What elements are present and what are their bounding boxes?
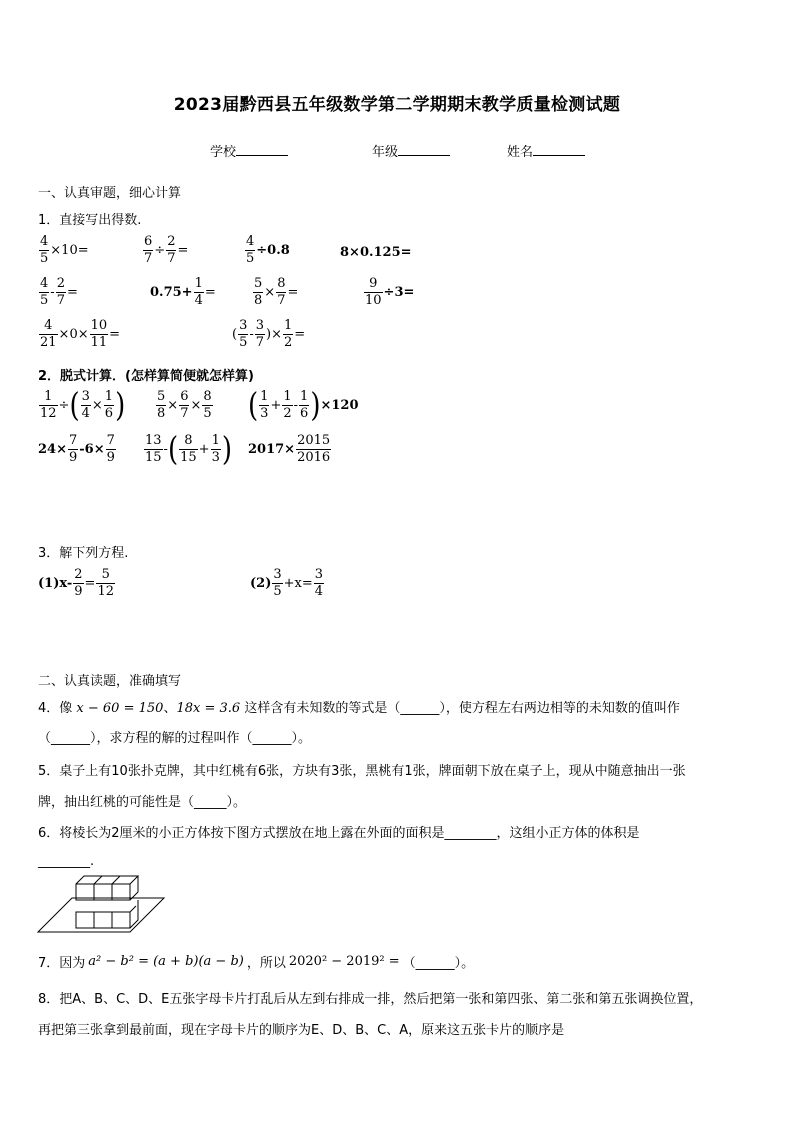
q3-item-b: (2) $\frac{3}{5}$ +x= $\frac{3}{4}$ xyxy=(250,567,324,599)
grade-label: 年级 xyxy=(372,145,399,160)
q1-item-d: 8×0.125= xyxy=(340,245,412,260)
q6-line2: ________. xyxy=(38,854,95,869)
q6-line1: 6．将棱长为2厘米的小正方体按下图方式摆放在地上露在外面的面积是________，这组小正方体的体积是 xyxy=(38,826,640,841)
name-blank xyxy=(533,143,585,156)
section1-heading: 一、认真审题，细心计算 xyxy=(38,186,182,201)
q2-item-d: 24× $\frac{7}{9}$ -6× $\frac{7}{9}$ xyxy=(38,433,115,465)
q1-title: 1．直接写出得数. xyxy=(38,213,142,228)
q2-item-a: $\frac{1}{12}$ ÷ ( $\frac{3}{4}$ × $\frac{1}{6}$ ) xyxy=(40,386,126,425)
page-title: 2023届黔西县五年级数学第二学期期末教学质量检测试题 xyxy=(173,95,621,115)
name-field xyxy=(507,141,585,160)
section2-heading: 二、认真读题，准确填写 xyxy=(38,674,182,689)
q2-item-c: ( $\frac{1}{3}$ + $\frac{1}{2}$ - $\frac{1}{6}$ ) ×120 xyxy=(248,386,359,425)
q1-item-e: $\frac{4}{5}$ - $\frac{2}{7}$ = xyxy=(40,276,78,308)
q5-line1: 5．桌子上有10张扑克牌，其中红桃有6张，方块有3张，黑桃有1张，牌面朝下放在桌子上，现从中随意抽出一张 xyxy=(38,764,686,779)
q3-item-a: (1)x- $\frac{2}{9}$ = $\frac{5}{12}$ xyxy=(38,567,114,599)
q5-line2: 牌，抽出红桃的可能性是（_____）。 xyxy=(38,795,247,810)
q1-item-h: $\frac{9}{10}$ ÷3= xyxy=(365,276,415,308)
q2-item-b: $\frac{5}{8}$ × $\frac{6}{7}$ × $\frac{8}{5}$ xyxy=(157,389,212,421)
q1-item-f: 0.75+ $\frac{1}{4}$ = xyxy=(150,276,216,308)
q2-title: 2．脱式计算．(怎样算简便就怎样算) xyxy=(38,369,254,384)
ground-plane xyxy=(38,898,164,932)
q8-line1: 8．把A、B、C、D、E五张字母卡片打乱后从左到右排成一排，然后把第一张和第四张、第二张和第五张调换位置， xyxy=(38,992,703,1007)
q2-item-e: $\frac{13}{15}$ - ( $\frac{8}{15}$ + $\frac{1}{3}$ ) xyxy=(145,430,232,469)
cube-bottom-3 xyxy=(112,912,130,928)
q1-item-a: $\frac{4}{5}$ ×10= xyxy=(40,234,89,266)
q1-item-b: $\frac{6}{7}$ ÷ $\frac{2}{7}$ = xyxy=(144,234,189,266)
q4-line2: （______），求方程的解的过程叫作（______）。 xyxy=(38,731,312,746)
q2-item-f: 2017× $\frac{2015}{2016}$ xyxy=(248,433,331,465)
school-field xyxy=(210,141,288,160)
q1-item-i: $\frac{4}{21}$ ×0× $\frac{10}{11}$ = xyxy=(40,318,121,350)
q1-item-j: ( $\frac{3}{5}$ - $\frac{3}{7}$ )× $\frac{1}{2}$ = xyxy=(232,318,306,350)
q4-line1: 4．像 x − 60 = 150、18x = 3.6 这样含有未知数的等式是（______），使方程左右两边相等的未知数的值叫作 xyxy=(38,701,680,716)
q1-item-g: $\frac{5}{8}$ × $\frac{8}{7}$ = xyxy=(254,276,299,308)
school-label: 学校 xyxy=(210,145,237,160)
cube-arrangement-figure xyxy=(36,872,166,936)
q7-line: 7．因为 a² − b² = (a + b)(a − b) ，所以 2020² − 2019² = （______）。 xyxy=(38,954,475,971)
grade-field xyxy=(372,141,450,160)
q3-title: 3．解下列方程. xyxy=(38,546,129,561)
grade-blank xyxy=(398,143,450,156)
name-label: 姓名 xyxy=(507,145,534,160)
q1-item-c: $\frac{4}{5}$ ÷0.8 xyxy=(246,234,290,266)
school-blank xyxy=(236,143,288,156)
q8-line2: 再把第三张拿到最前面，现在字母卡片的顺序为E、D、B、C、A，原来这五张卡片的顺序是 xyxy=(38,1023,565,1038)
cube-bottom-1 xyxy=(76,912,94,928)
cube-bottom-2 xyxy=(94,912,112,928)
